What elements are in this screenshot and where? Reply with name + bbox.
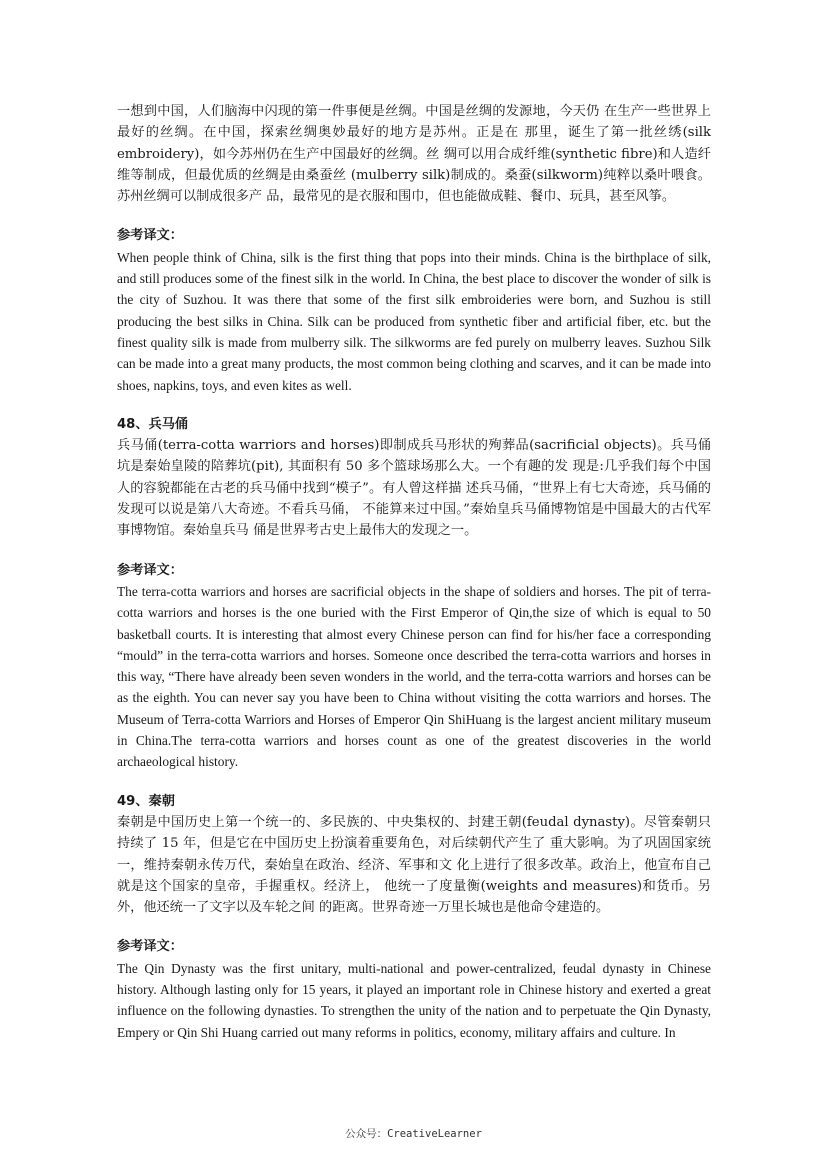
section-49-english-paragraph: The Qin Dynasty was the first unitary, multi-national and power-centralized, feudal dynasty in Chinese history. Although lasting only for 15 years, it played an important role in Chinese history and exerted a great influence on the following dynasties. To strengthen the unity of the nation and to perpetuate the Qin Dynasty, Empery or Qin Shi Huang carried out many reforms in politics, economy, military affairs and culture. In xyxy=(117,960,711,1040)
section-48-english-paragraph: The terra-cotta warriors and horses are sacrificial objects in the shape of soldiers and horses. The pit of terra-cotta warriors and horses is the one buried with the First Emperor of Qin,the size of which is equal to 50 basketball courts. It is interesting that almost every Chinese person can find for his/her face a corresponding “mould” in the terra-cotta warriors and horses. Someone once described the terra-cotta warriors and horses in this way, “There have already been seven wonders in the world, and the terra-cotta warriors and horses can be as the eighth. You can never say you have been to China without visiting the cotta warriors and horses. The Museum of Terra-cotta Warriors and Horses of Emperor Qin ShiHuang is the largest ancient military museum in China.The terra-cotta warriors and horses count as one of the greatest discoveries in the world archaeological history. xyxy=(117,583,711,770)
silk-reference-label: 参考译文： xyxy=(117,228,183,244)
silk-english-paragraph: When people think of China, silk is the first thing that pops into their minds. China is the birthplace of silk, and still produces some of the finest silk in the world. In China, the best place to discover the wonder of silk is the city of Suzhou. It was there that some of the first silk embroideries were born, and Suzhou is still producing the best silks in China. Silk can be produced from synthetic fiber and artificial fiber, etc. but the finest quality silk is made from mulberry silk. The silkworms are fed purely on mulberry leaves. Suzhou Silk can be made into a great many products, the most common being clothing and scarves, and it can be made into shoes, napkins, toys, and even kites as well. xyxy=(117,249,711,393)
page-footer: 公众号：CreativeLearner xyxy=(345,1128,482,1140)
section-49-heading: 49、秦朝 xyxy=(117,793,175,809)
section-48-reference-label: 参考译文： xyxy=(117,562,183,578)
section-48-heading: 48、兵马俑 xyxy=(117,416,189,432)
section-49-chinese-paragraph: 秦朝是中国历史上第一个统一的、多民族的、中央集权的、封建王朝(feudal dynasty)。尽管秦朝只持续了 15 年，但是它在中国历史上扮演着重要角色，对后续朝代产生了 重大影响。为了巩固国家统一，维持秦朝永传万代，秦始皇在政治、经济、军事和文 化上进行了很多改革。政治上，他宣布自己就是这个国家的皇帝，手握重权。经济上， 他统一了度量衡(weights and measures)和货币。另外，他还统一了文字以及车轮之间 的距离。世界奇迹一万里长城也是他命令建造的。 xyxy=(117,814,711,916)
silk-chinese-paragraph: 一想到中国，人们脑海中闪现的第一件事便是丝绸。中国是丝绸的发源地，今天仍 在生产一些世界上最好的丝绸。在中国，探索丝绸奥妙最好的地方是苏州。正是在 那里，诞生了第一批丝绣(silk embroidery)，如今苏州仍在生产中国最好的丝绸。丝 绸可以用合成纤维(synthetic fibre)和人造纤维等制成，但最优质的丝绸是由桑蚕丝 (mulberry silk)制成的。桑蚕(silkworm)纯粹以桑叶喂食。苏州丝绸可以制成很多产 品，最常见的是衣服和围巾，但也能做成鞋、餐巾、玩具，甚至风筝。 xyxy=(117,104,711,205)
document-page xyxy=(117,101,711,1043)
section-49-reference-label: 参考译文： xyxy=(117,939,183,955)
section-48-chinese-paragraph: 兵马俑(terra-cotta warriors and horses)即制成兵马形状的殉葬品(sacrificial objects)。兵马俑坑是秦始皇陵的陪葬坑(pit), 其面积有 50 多个篮球场那么大。一个有趣的发 现是:几乎我们每个中国人的容貌都能在古老的兵马俑中找到“模子”。有人曾这样描 述兵马俑，“世界上有七大奇迹，兵马俑的发现可以说是第八大奇迹。不看兵马俑， 不能算来过中国。”秦始皇兵马俑博物馆是中国最大的古代军事博物馆。秦始皇兵马 俑是世界考古史上最伟大的发现之一。 xyxy=(117,438,711,539)
